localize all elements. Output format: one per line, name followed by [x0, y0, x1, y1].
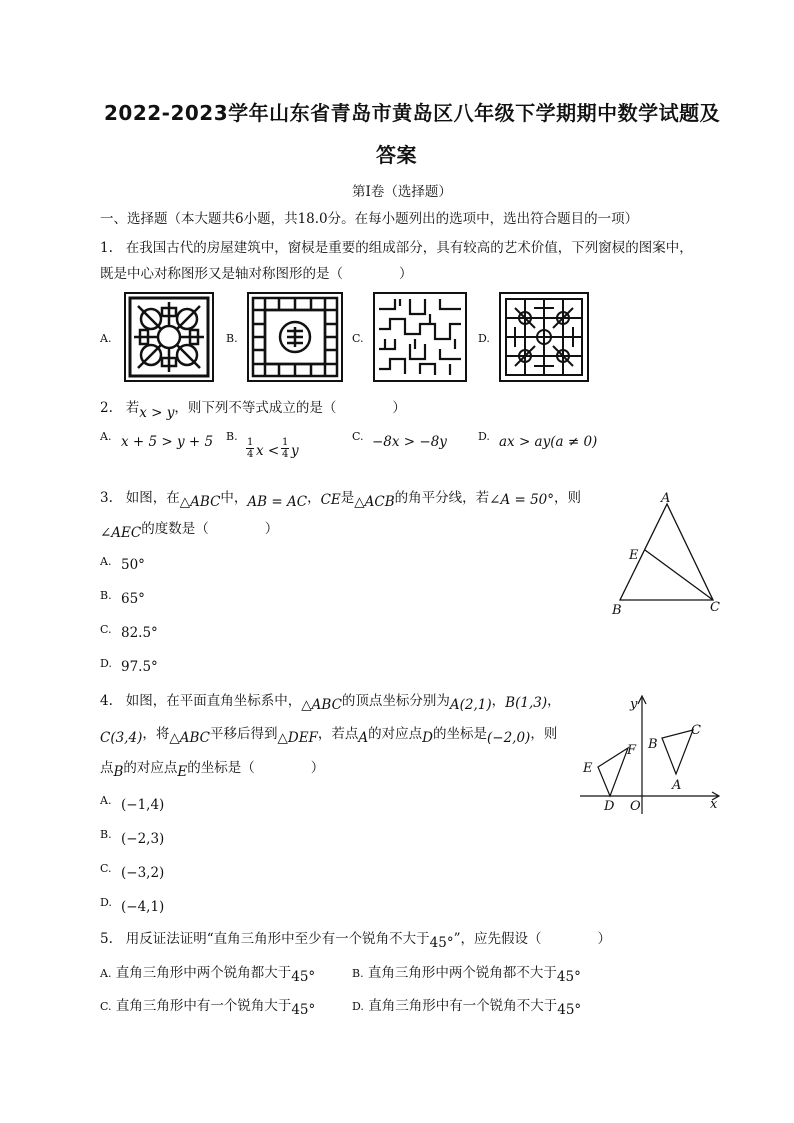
q3-triangle-acb: △ACB	[354, 494, 395, 510]
window-lattice-a-icon	[126, 294, 212, 380]
q3-triangle-abc: △ABC	[179, 494, 221, 510]
q3-option-b-value: 65°	[121, 591, 145, 607]
q3-triangle-figure	[605, 490, 725, 620]
q5-option-d[interactable]	[352, 994, 582, 1018]
q4-option-c-value: (−3,2)	[121, 865, 165, 881]
window-lattice-c-icon	[375, 294, 465, 380]
q2-option-a[interactable]	[100, 430, 111, 443]
q1-close: ）	[399, 266, 413, 282]
window-lattice-c-image	[373, 292, 467, 382]
triangle-abc	[662, 730, 693, 774]
q3-number: 3.	[100, 490, 113, 506]
q4-option-d-value: (−4,1)	[121, 899, 165, 915]
q5-option-b-text: 直角三角形中两个锐角都不大于	[367, 965, 557, 981]
point-label-b: B	[648, 737, 658, 752]
q1-text-line2: 既是中心对称图形又是轴对称图形的是（	[100, 266, 343, 282]
point-label-e: E	[583, 761, 593, 776]
q5-option-b[interactable]	[352, 961, 581, 985]
q4-option-b-value: (−2,3)	[121, 831, 165, 847]
bisector-ce-line	[645, 550, 713, 600]
label-e: E	[629, 548, 639, 563]
q4-line1	[100, 689, 561, 713]
origin-label: O	[630, 799, 641, 814]
q4-option-d-label[interactable]: D.	[100, 896, 112, 909]
q4-option-c-label[interactable]: C.	[100, 862, 112, 875]
q3-option-b-label[interactable]: B.	[100, 589, 112, 602]
q4-triangle-def: △DEF	[277, 730, 318, 746]
q3-option-a-value: 50°	[121, 557, 145, 573]
window-lattice-b-icon	[249, 294, 341, 380]
axis-label-y: y	[630, 697, 638, 712]
q3-text: ，则	[554, 490, 582, 506]
point-label-c: C	[691, 723, 701, 738]
q5-option-a-label: A.	[100, 967, 112, 980]
q2-condition: x > y	[139, 405, 175, 421]
q5-option-d-degree: 45°	[557, 1002, 582, 1018]
q4-point-b-ref: B	[113, 764, 124, 780]
q4-line2	[100, 722, 558, 746]
q2-option-d-expr: ax > ay(a ≠ 0)	[499, 434, 598, 450]
q2-line	[100, 396, 406, 421]
q4-text: 平移后得到	[209, 726, 278, 742]
q4-point-d-ref: D	[422, 730, 433, 746]
q3-option-d-value: 97.5°	[121, 659, 158, 675]
q2-option-c[interactable]	[352, 430, 364, 443]
q2-option-b-frac1	[246, 437, 254, 460]
q2-option-d-label: D.	[478, 430, 490, 443]
section-title: 第Ⅰ卷（选择题）	[352, 184, 452, 200]
q4-point-a: A(2,1)	[449, 697, 492, 713]
q4-option-a-value: (−1,4)	[121, 797, 165, 813]
q3-line1	[100, 486, 582, 510]
label-b: B	[612, 603, 622, 618]
document-title-line1: 2022-2023学年山东省青岛市黄岛区八年级下学期期中数学试题及	[104, 101, 721, 125]
window-lattice-d-image	[499, 292, 589, 382]
q4-text: 的对应点	[368, 726, 423, 742]
window-lattice-b-image	[247, 292, 343, 382]
q4-text: 的对应点	[123, 760, 178, 776]
label-c: C	[710, 600, 720, 615]
q4-point-c: C(3,4)	[100, 730, 143, 746]
window-lattice-a-image	[124, 292, 214, 382]
q5-option-b-degree: 45°	[556, 969, 581, 985]
q4-triangle-abc: △ABC	[169, 730, 210, 746]
q2-option-b-mid: x <	[256, 443, 280, 459]
q5-option-d-text: 直角三角形中有一个锐角不大于	[368, 998, 558, 1014]
q4-text: ，则	[530, 726, 558, 742]
part-heading: 一、选择题（本大题共6小题，共18.0分。在每小题列出的选项中，选出符合题目的一项）	[100, 211, 639, 227]
q3-option-d-label[interactable]: D.	[100, 657, 112, 670]
q4-point-d-coord: (−2,0)	[487, 730, 531, 746]
q3-line2	[100, 517, 279, 541]
q2-close: ）	[392, 400, 406, 416]
q4-coordinate-figure	[578, 690, 728, 820]
q5-option-c-text: 直角三角形中有一个锐角大于	[115, 998, 292, 1014]
q3-angle-aec: ∠AEC	[100, 525, 142, 541]
q2-number: 2.	[100, 400, 113, 416]
q5-option-a[interactable]	[100, 961, 316, 985]
q4-text: 的坐标是	[433, 726, 487, 742]
q2-option-c-expr: −8x > −8y	[372, 434, 447, 450]
q5-close: ）	[597, 931, 612, 947]
q4-number: 4.	[100, 693, 113, 709]
q1-option-d-label[interactable]: D.	[478, 332, 490, 345]
point-label-f: F	[627, 743, 637, 758]
q5-line	[100, 927, 612, 951]
q4-text: ，	[491, 693, 506, 709]
q5-option-c[interactable]	[100, 994, 316, 1018]
q5-option-d-label: D.	[352, 1000, 364, 1013]
q4-close: ）	[310, 760, 325, 776]
q4-point-e-ref: E	[177, 764, 188, 780]
q4-text: 点	[100, 760, 114, 776]
q3-text: 中，	[220, 490, 248, 506]
q2-option-b-end: y	[291, 443, 299, 459]
frac-numerator: 1	[247, 437, 254, 448]
q1-number: 1.	[100, 240, 113, 256]
q1-line2	[100, 262, 413, 282]
q4-triangle-abc: △ABC	[301, 697, 342, 713]
q4-text: ，若点	[317, 726, 359, 742]
q5-degree: 45°	[429, 935, 454, 951]
q1-line1	[100, 236, 693, 256]
q5-option-b-label: B.	[352, 967, 364, 980]
q2-option-d[interactable]	[478, 430, 490, 443]
point-label-d: D	[604, 799, 615, 814]
q4-text: ，	[547, 693, 561, 709]
q2-option-b[interactable]	[226, 430, 238, 443]
q5-option-a-text: 直角三角形中两个锐角都大于	[115, 965, 292, 981]
q2-option-a-label: A.	[100, 430, 112, 443]
q3-text: 的角平分线，若	[394, 490, 490, 506]
q3-text: 的度数是（	[141, 521, 209, 537]
q5-text: 用反证法证明“直角三角形中至少有一个锐角不大于	[125, 931, 430, 947]
q4-line3	[100, 756, 325, 780]
frac-numerator: 1	[282, 437, 289, 448]
q2-prefix: 若	[125, 400, 140, 416]
q4-point-b: B(1,3)	[505, 695, 548, 711]
q3-close: ）	[264, 521, 279, 537]
label-a: A	[661, 491, 671, 506]
q4-option-a-label[interactable]: A.	[100, 794, 112, 807]
q4-point-a-ref: A	[358, 730, 369, 746]
q3-segment-ce: CE	[320, 492, 341, 508]
q3-option-c-value: 82.5°	[121, 625, 158, 641]
q5-number: 5.	[100, 931, 113, 947]
q5-option-a-degree: 45°	[291, 969, 316, 985]
q5-option-c-degree: 45°	[291, 1002, 316, 1018]
q1-text-line1: 在我国古代的房屋建筑中，窗棂是重要的组成部分，具有较高的艺术价值，下列窗棂的图案中，	[125, 240, 693, 256]
point-label-a: A	[672, 778, 682, 793]
q4-text: 如图，在平面直角坐标系中，	[125, 693, 302, 709]
q3-equation: AB = AC	[247, 494, 308, 510]
q4-option-b-label[interactable]: B.	[100, 828, 112, 841]
q2-suffix: ，则下列不等式成立的是（	[174, 400, 337, 416]
q3-text: 如图，在	[125, 490, 180, 506]
document-title-line2: 答案	[376, 143, 417, 167]
frac-denominator: 4	[282, 449, 289, 460]
q4-text: 的顶点坐标分别为	[341, 693, 450, 709]
q2-option-a-expr: x + 5 > y + 5	[121, 434, 214, 450]
q3-text: ，	[307, 490, 321, 506]
q5-text-end: ”，应先假设（	[453, 931, 542, 947]
q1-option-c-label[interactable]: C.	[352, 332, 364, 345]
q2-option-b-label: B.	[226, 430, 238, 443]
q3-text: 是	[340, 490, 355, 506]
triangle-def	[598, 748, 628, 796]
window-lattice-d-icon	[501, 294, 587, 380]
q4-text: ，将	[142, 726, 170, 742]
q3-option-c-label[interactable]: C.	[100, 623, 112, 636]
q3-angle-a: ∠A = 50°	[489, 492, 555, 508]
q5-option-c-label: C.	[100, 1000, 112, 1013]
q4-text: 的坐标是（	[187, 760, 255, 776]
frac-denominator: 4	[247, 449, 254, 460]
q1-option-b-label[interactable]: B.	[226, 332, 238, 345]
axis-label-x: x	[710, 797, 718, 812]
q2-option-b-frac2	[281, 437, 289, 460]
q1-option-a-label[interactable]: A.	[100, 332, 112, 345]
q3-option-a-label[interactable]: A.	[100, 555, 112, 568]
q2-option-c-label: C.	[352, 430, 364, 443]
